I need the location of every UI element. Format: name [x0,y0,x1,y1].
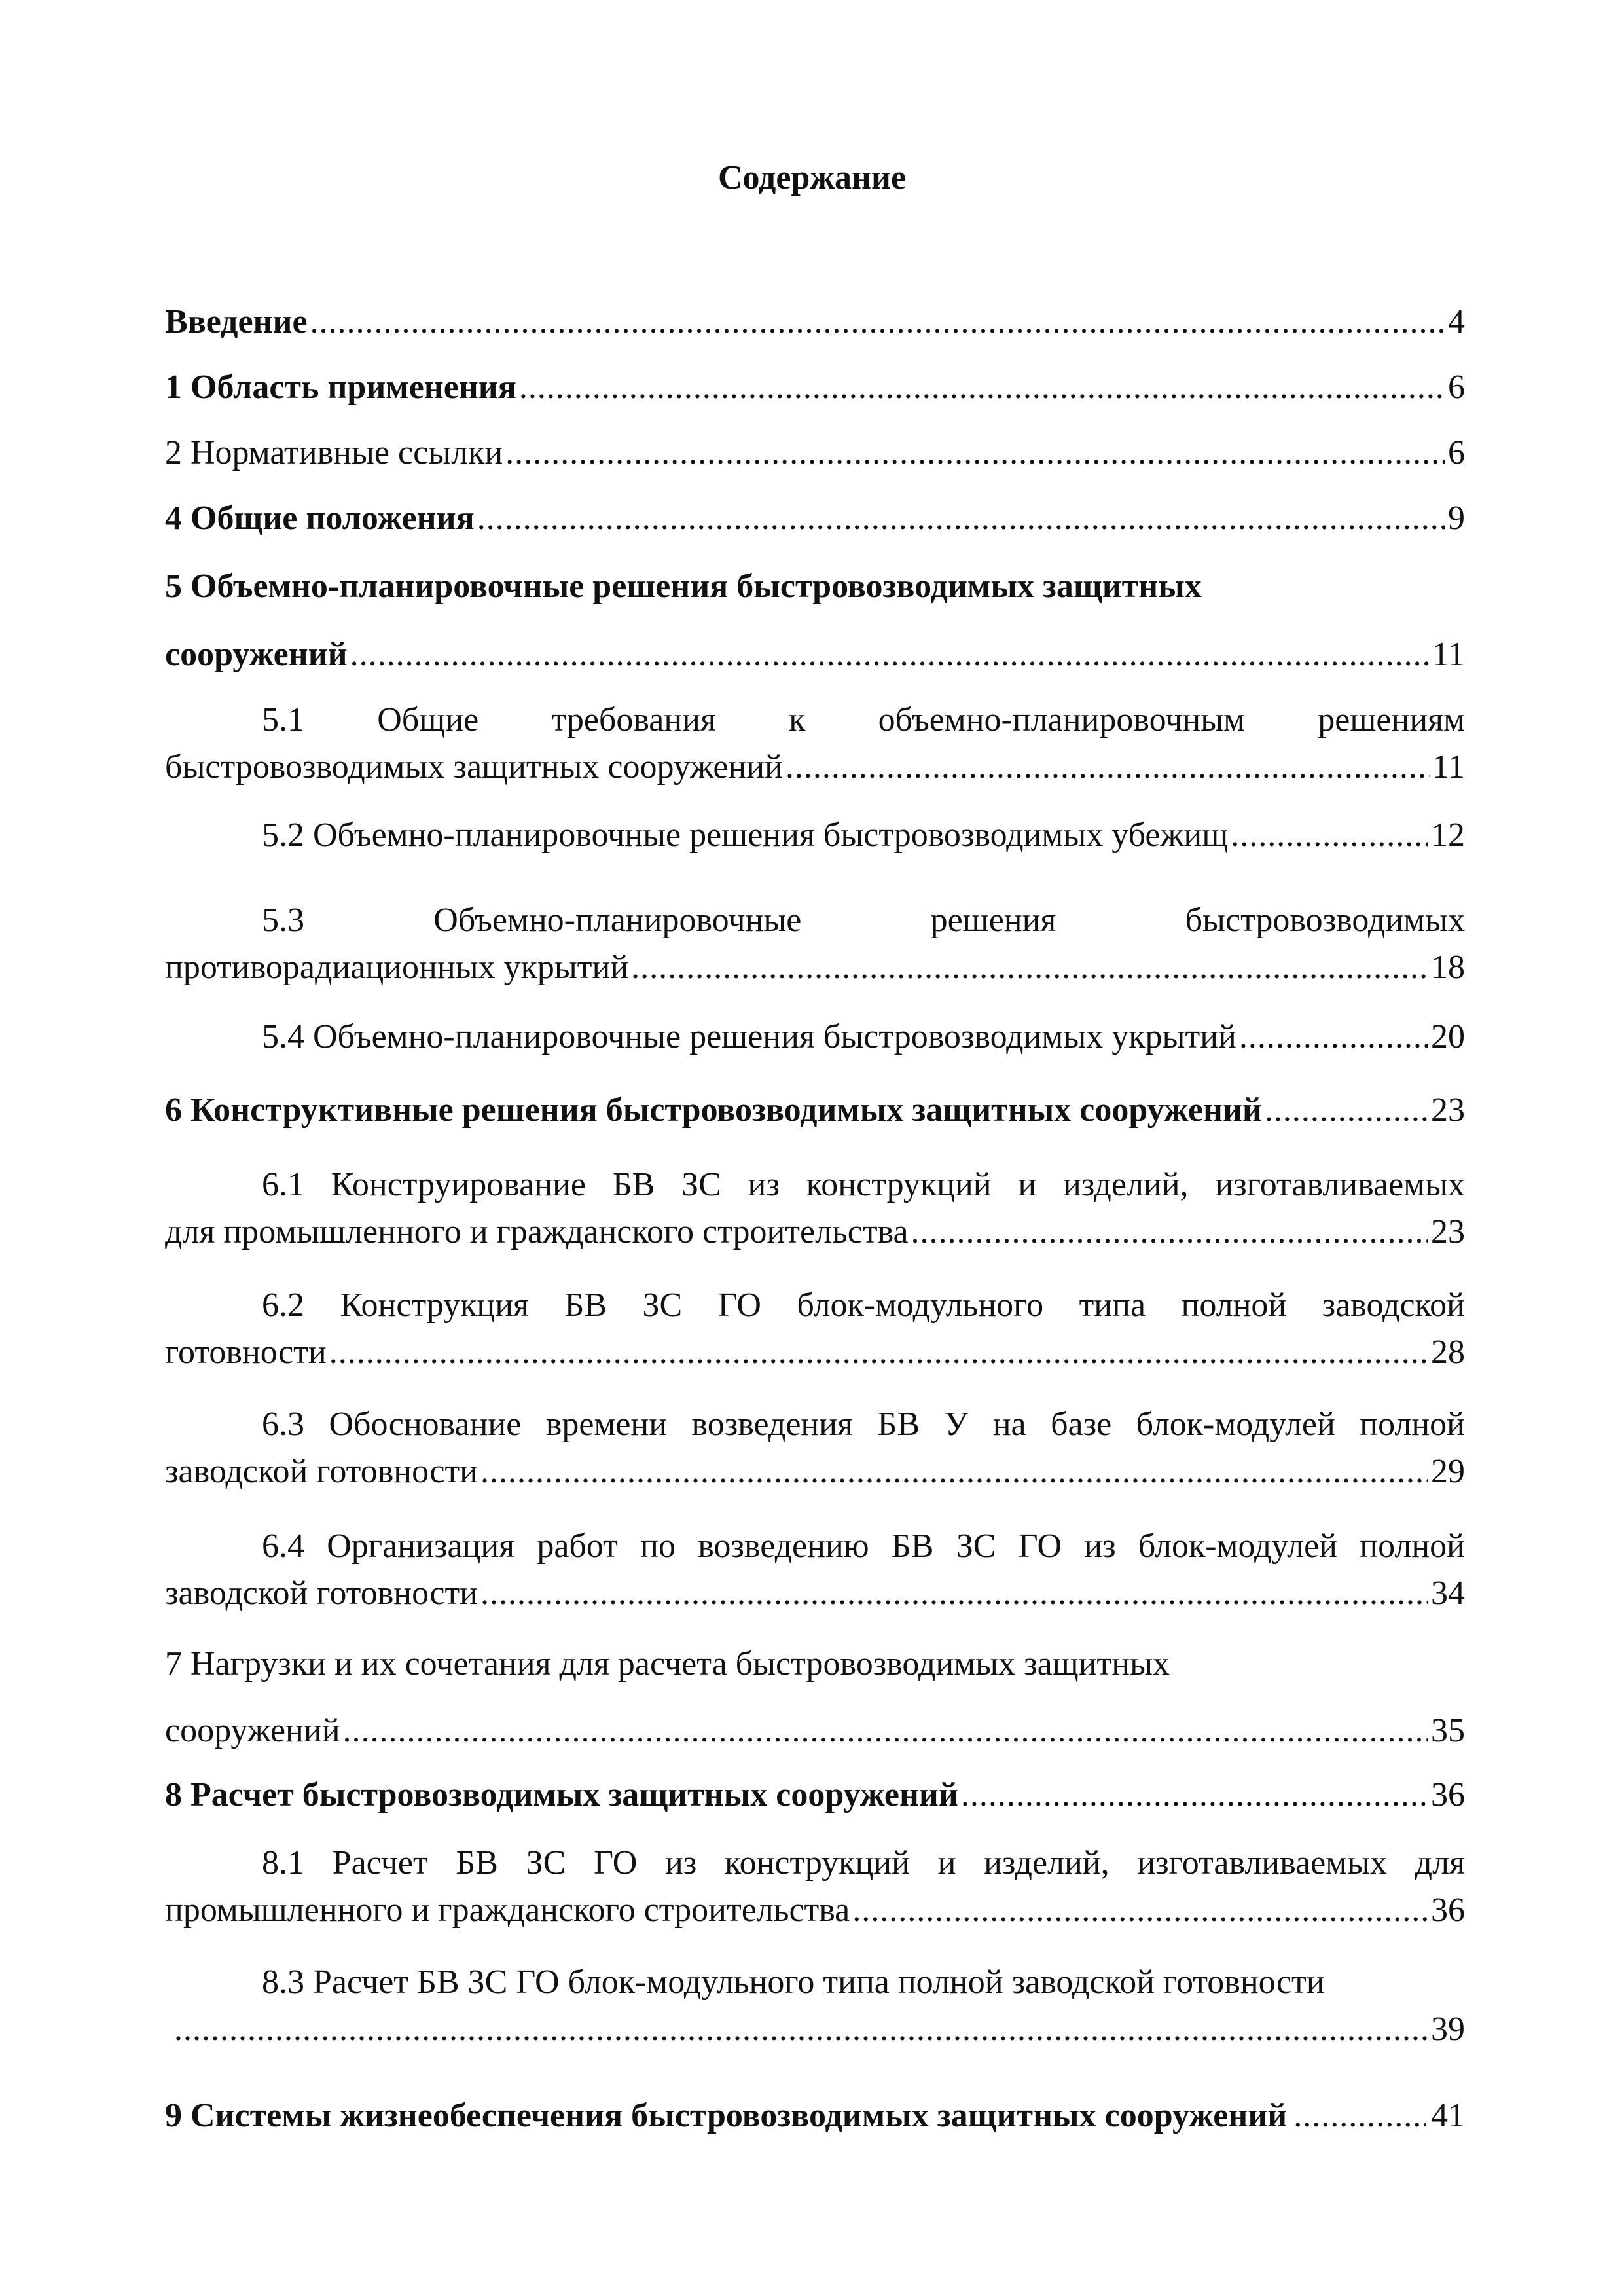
toc-entry-s4[interactable] [165,492,1465,539]
toc-page-number: 28 [1431,1334,1465,1371]
leader-dots [785,741,1430,793]
toc-page-number: 18 [1431,949,1465,986]
toc-page-number: 36 [1431,1891,1465,1929]
leader-dots [1239,1011,1428,1063]
toc-page-number: 23 [1431,1213,1465,1250]
toc-entry-title-line2: сооружений [165,1712,340,1749]
leader-dots [1265,1084,1428,1137]
toc-entry-title-line1: 5.1 Общие требования к объемно-планировочным решениям [262,701,1465,738]
leader-dots [329,1326,1428,1379]
toc-page-number: 11 [1432,748,1465,786]
leader-dots [350,629,1430,681]
leader-dots [1293,2090,1426,2142]
toc-page-number: 34 [1431,1575,1465,1612]
toc-entry-title: 8.3 Расчет БВ ЗС ГО блок-модульного типа полной заводской готовности [262,1963,1325,2001]
toc-entry-title-line2: заводской готовности [165,1453,478,1490]
toc-entry-title-line1: 6.2 Конструкция БВ ЗС ГО блок-модульного типа полной заводской [262,1286,1465,1324]
toc-entry-s8[interactable] [165,1769,1465,1816]
leader-dots [519,361,1445,414]
toc-entry-title: 5.4 Объемно-планировочные решения быстровозводимых укрытий [262,1018,1236,1055]
leader-dots [1231,809,1428,862]
leader-dots [310,296,1445,348]
leader-dots [852,1884,1428,1937]
toc-entry-title-line1: 8.1 Расчет БВ ЗС ГО из конструкций и изделий, изготавливаемых для [262,1844,1465,1882]
toc-page-number: 36 [1431,1776,1465,1813]
leader-dots [477,492,1445,545]
toc-entry-title-line2: готовности [165,1334,327,1371]
toc-entry-s6-1[interactable] [165,1159,1465,1253]
leader-dots [911,1206,1428,1258]
toc-page-number: 4 [1448,303,1465,340]
leader-dots [480,1567,1428,1620]
toc-entry-title: 4 Общие положения [165,500,475,537]
toc-page-number: 11 [1432,636,1465,673]
toc-entry-s5-1[interactable] [165,694,1465,788]
toc-entry-title: 6 Конструктивные решения быстровозводимых защитных сооружений [165,1091,1262,1129]
toc-entry-title-line1: 7 Нагрузки и их сочетания для расчета быстровозводимых защитных [165,1645,1170,1683]
toc-entry-s8-1[interactable] [165,1837,1465,1931]
leader-dots [480,1446,1428,1498]
page-title: Содержание [717,159,907,196]
toc-entry-title-line2: заводской готовности [165,1575,478,1612]
toc-entry-s5[interactable] [165,560,1465,676]
leader-dots [165,2003,1428,2056]
toc-entry-s7[interactable] [165,1638,1465,1752]
toc-entry-s5-4[interactable] [165,1011,1465,1058]
toc-entry-s5-2[interactable] [165,809,1465,856]
toc-entry-intro[interactable] [165,296,1465,343]
toc-entry-title-line1: 6.3 Обоснование времени возведения БВ У на базе блок-модулей полной [262,1406,1465,1443]
toc-entry-title-line1: 6.1 Конструирование БВ ЗС из конструкций и изделий, изготавливаемых [262,1166,1465,1203]
toc-page-number: 6 [1448,369,1465,406]
toc-entry-title-line2: противорадиационных укрытий [165,949,629,986]
toc-entry-s5-3[interactable] [165,894,1465,989]
toc-page-number: 39 [1431,2011,1465,2048]
toc-entry-title: 1 Область применения [165,369,516,406]
toc-entry-title: 5.2 Объемно-планировочные решения быстровозводимых убежищ [262,816,1229,854]
toc-entry-title-line2: промышленного и гражданского строительства [165,1891,850,1929]
toc-entry-s6-3[interactable] [165,1398,1465,1493]
toc-entry-s6[interactable] [165,1084,1465,1131]
toc-entry-title: 8 Расчет быстровозводимых защитных сооружений [165,1776,958,1813]
toc-entry-s6-4[interactable] [165,1520,1465,1614]
toc-entry-title-line2: быстровозводимых защитных сооружений [165,748,783,786]
toc-entry-s6-2[interactable] [165,1279,1465,1374]
toc-page-number: 12 [1431,816,1465,854]
leader-dots [631,941,1428,994]
toc-page-number: 29 [1431,1453,1465,1490]
toc-entry-title-line1: 5 Объемно-планировочные решения быстровозводимых защитных [165,568,1202,605]
leader-dots [343,1705,1428,1757]
leader-dots [505,427,1445,479]
toc-entry-title: 2 Нормативные ссылки [165,434,503,471]
toc-entry-title-line2: сооружений [165,636,348,673]
toc-entry-s9[interactable] [165,2090,1465,2137]
toc-page-number: 9 [1448,500,1465,537]
toc-entry-s1[interactable] [165,361,1465,409]
toc-page-number: 23 [1431,1091,1465,1129]
toc-entry-title-line2: для промышленного и гражданского строительства [165,1213,909,1250]
toc-page-number: 20 [1431,1018,1465,1055]
toc-entry-title: Введение [165,303,308,340]
toc-entry-title: 9 Системы жизнеобеспечения быстровозводимых защитных сооружений [165,2097,1288,2134]
toc-page-number: 35 [1431,1712,1465,1749]
toc-entry-title-line1: 5.3 Объемно-планировочные решения быстровозводимых [262,902,1465,939]
toc-entry-s2[interactable] [165,427,1465,474]
toc-entry-s8-3[interactable] [165,1956,1465,2050]
toc-entry-title-line1: 6.4 Организация работ по возведению БВ ЗС ГО из блок-модулей полной [262,1527,1465,1565]
toc-page-number: 41 [1431,2097,1465,2134]
toc-page-number: 6 [1448,434,1465,471]
leader-dots [961,1769,1428,1821]
